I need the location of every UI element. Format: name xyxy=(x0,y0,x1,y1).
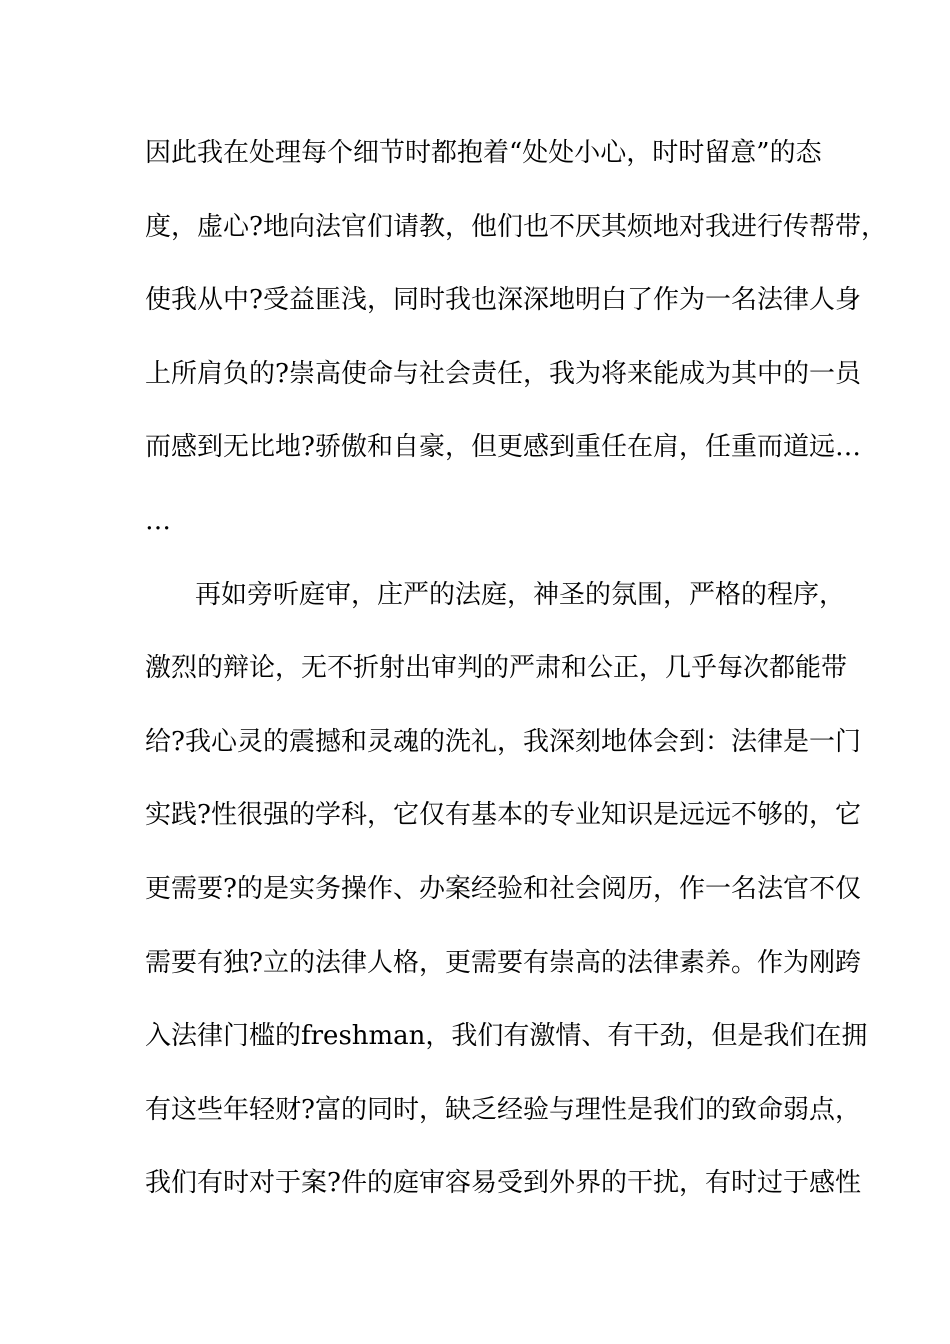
text-line: 有这些年轻财?富的同时，缺乏经验与理性是我们的致命弱点， xyxy=(145,1094,861,1125)
text-line: 需要有独?立的法律人格，更需要有崇高的法律素养。作为刚跨 xyxy=(145,947,861,978)
text-line: 而感到无比地?骄傲和自豪，但更感到重任在肩，任重而道远… xyxy=(145,432,861,463)
text-line: 更需要?的是实务操作、办案经验和社会阅历，作一名法官不仅 xyxy=(145,873,861,904)
text-line: 使我从中?受益匪浅，同时我也深深地明白了作为一名法律人身 xyxy=(145,285,861,316)
text-line: 上所肩负的?崇高使命与社会责任，我为将来能成为其中的一员 xyxy=(145,358,861,389)
text-line: 因此我在处理每个细节时都抱着“处处小心，时时留意”的态 xyxy=(145,138,822,168)
text-line: 给?我心灵的震撼和灵魂的洗礼，我深刻地体会到：法律是一门 xyxy=(145,726,861,757)
text-line: … xyxy=(145,505,171,536)
text-line: 激烈的辩论，无不折射出审判的严肃和公正，几乎每次都能带 xyxy=(145,653,848,684)
paragraph-first-line: 再如旁听庭审，庄严的法庭，神圣的氛围，严格的程序， xyxy=(195,579,846,610)
text-line: 度，虚心?地向法官们请教，他们也不厌其烦地对我进行传帮带， xyxy=(145,211,887,242)
body-text xyxy=(145,128,887,1232)
text-line: 入法律门槛的freshman，我们有激情、有干劲，但是我们在拥 xyxy=(145,1021,868,1052)
text-line: 实践?性很强的学科，它仅有基本的专业知识是远远不够的，它 xyxy=(145,800,861,831)
text-line: 我们有时对于案?件的庭审容易受到外界的干扰，有时过于感性 xyxy=(145,1168,861,1199)
